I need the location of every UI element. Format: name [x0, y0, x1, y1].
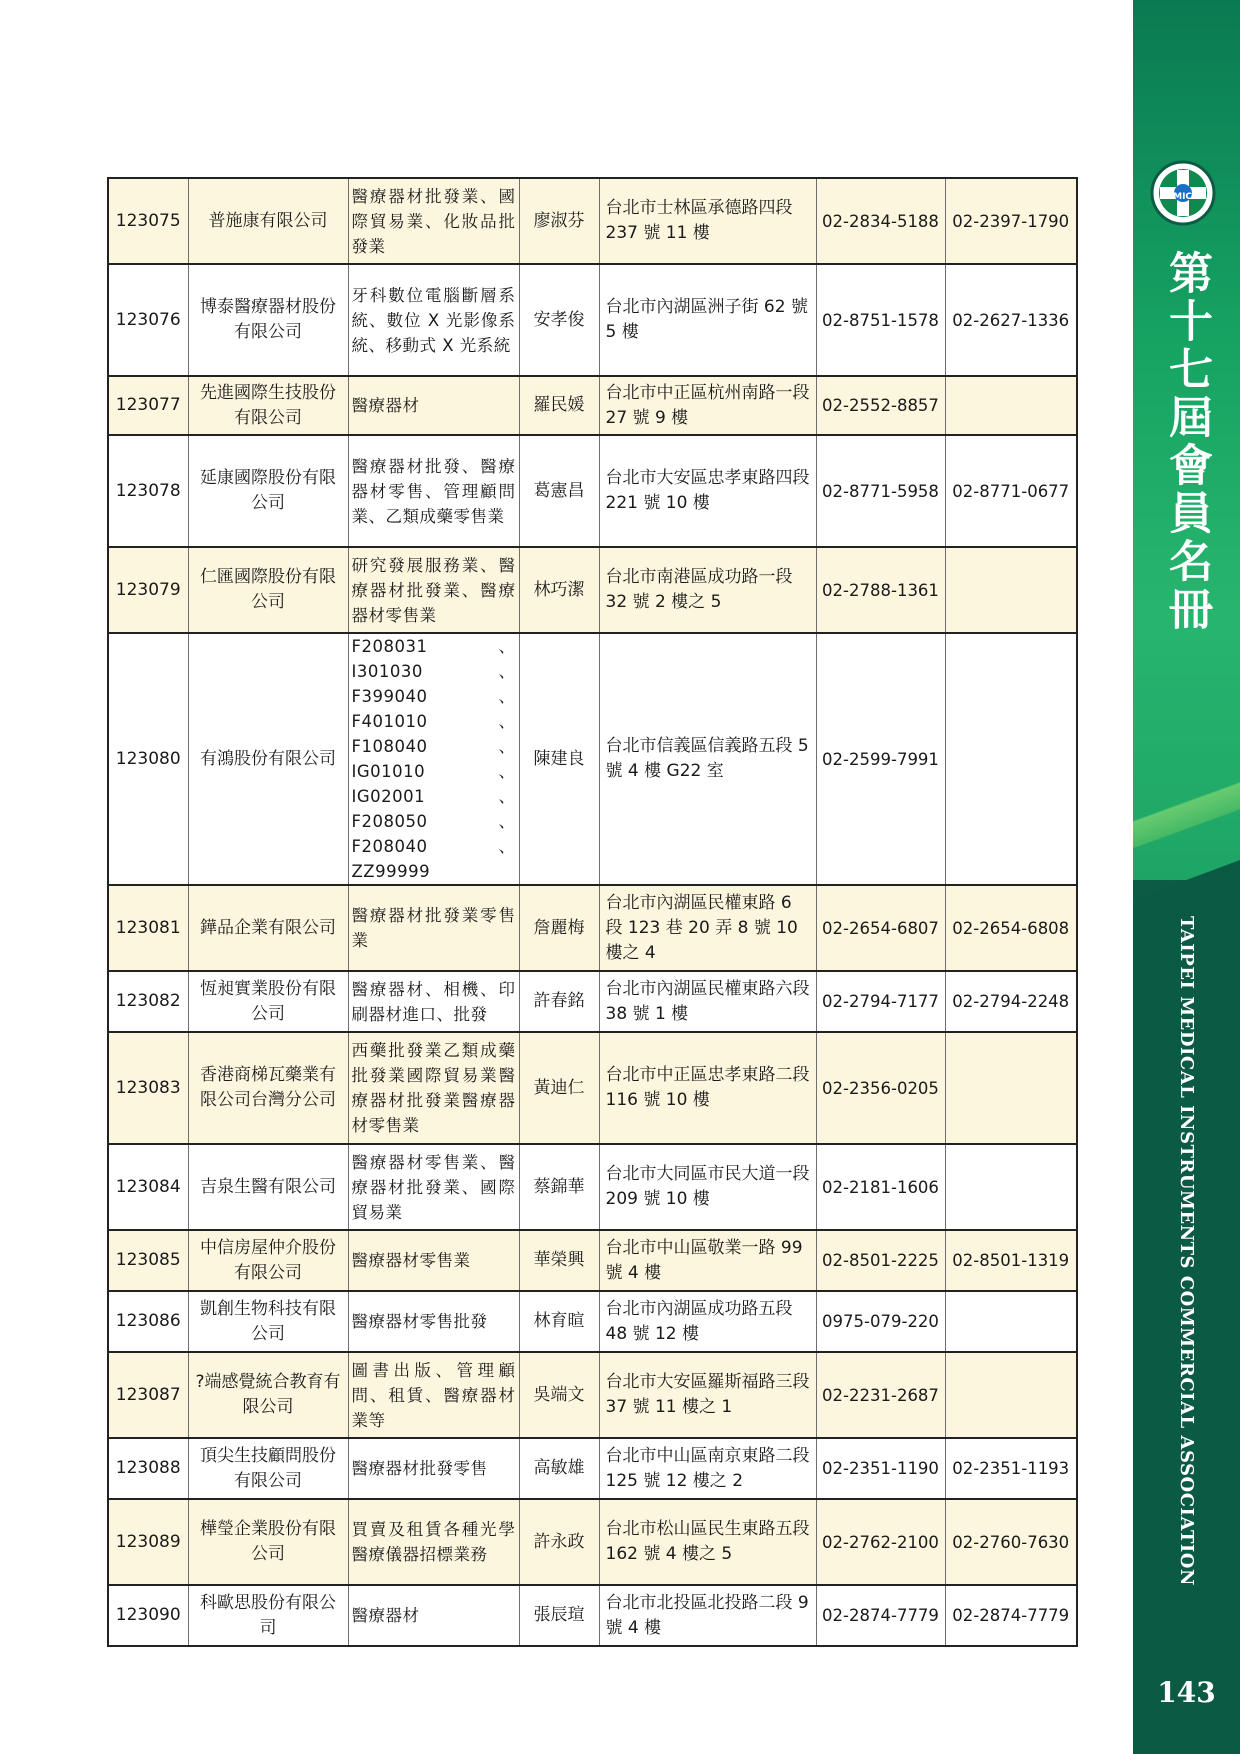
representative: 羅民媛	[519, 376, 599, 435]
page-number: 143	[1157, 1676, 1216, 1709]
address: 台北市中正區杭州南路一段 27 號 9 樓	[599, 376, 816, 435]
business-scope: 醫療器材、相機、印刷器材進口、批發	[348, 971, 519, 1032]
fax-number: 02-2654-6808	[945, 885, 1077, 971]
table-row	[108, 1230, 1077, 1291]
representative: 吳端文	[519, 1352, 599, 1438]
company-name: 恆昶實業股份有限公司	[188, 971, 348, 1032]
phone-number: 02-2181-1606	[816, 1144, 945, 1230]
business-scope: 醫療器材零售業、醫療器材批發業、國際貿易業	[348, 1144, 519, 1230]
fax-number	[945, 1032, 1077, 1144]
table-row	[108, 264, 1077, 376]
address: 台北市大安區羅斯福路三段 37 號 11 樓之 1	[599, 1352, 816, 1438]
company-name: 先進國際生技股份有限公司	[188, 376, 348, 435]
phone-number: 02-2599-7991	[816, 633, 945, 885]
fax-number: 02-2874-7779	[945, 1585, 1077, 1646]
member-no: 123086	[108, 1291, 188, 1352]
member-no: 123087	[108, 1352, 188, 1438]
company-name: 博泰醫療器材股份有限公司	[188, 264, 348, 376]
fax-number	[945, 547, 1077, 633]
table-row	[108, 633, 1077, 885]
address: 台北市內湖區洲子街 62 號 5 樓	[599, 264, 816, 376]
business-scope: 醫療器材	[348, 376, 519, 435]
company-name: 頂尖生技顧問股份有限公司	[188, 1438, 348, 1499]
table-row	[108, 547, 1077, 633]
fax-number: 02-8501-1319	[945, 1230, 1077, 1291]
company-name: 科歐思股份有限公司	[188, 1585, 348, 1646]
fax-number: 02-8771-0677	[945, 435, 1077, 547]
phone-number: 02-2654-6807	[816, 885, 945, 971]
representative: 林育暄	[519, 1291, 599, 1352]
business-scope: 圖書出版、管理顧問、租賃、醫療器材業等	[348, 1352, 519, 1438]
representative: 張辰瑄	[519, 1585, 599, 1646]
address: 台北市內湖區民權東路六段 38 號 1 樓	[599, 971, 816, 1032]
table-row	[108, 1032, 1077, 1144]
phone-number: 0975-079-220	[816, 1291, 945, 1352]
address: 台北市中山區敬業一路 99 號 4 樓	[599, 1230, 816, 1291]
table-row	[108, 1291, 1077, 1352]
phone-number: 02-8751-1578	[816, 264, 945, 376]
business-scope: F208031、I301030、F399040、F401010、F108040、IG01010、IG02001、F208050、F208040、ZZ99999	[348, 633, 519, 885]
table-row	[108, 971, 1077, 1032]
business-scope: 醫療器材零售批發	[348, 1291, 519, 1352]
representative: 華榮興	[519, 1230, 599, 1291]
fax-number: 02-2794-2248	[945, 971, 1077, 1032]
fax-number	[945, 1291, 1077, 1352]
member-no: 123080	[108, 633, 188, 885]
phone-number: 02-2356-0205	[816, 1032, 945, 1144]
address: 台北市大安區忠孝東路四段 221 號 10 樓	[599, 435, 816, 547]
member-no: 123089	[108, 1499, 188, 1585]
address: 台北市內湖區民權東路 6 段 123 巷 20 弄 8 號 10 樓之 4	[599, 885, 816, 971]
phone-number: 02-2788-1361	[816, 547, 945, 633]
table-row	[108, 1585, 1077, 1646]
business-scope: 研究發展服務業、醫療器材批發業、醫療器材零售業	[348, 547, 519, 633]
phone-number: 02-2834-5188	[816, 178, 945, 264]
member-no: 123088	[108, 1438, 188, 1499]
member-no: 123076	[108, 264, 188, 376]
member-no: 123090	[108, 1585, 188, 1646]
business-scope: 西藥批發業乙類成藥批發業國際貿易業醫療器材批發業醫療器材零售業	[348, 1032, 519, 1144]
representative: 蔡錦華	[519, 1144, 599, 1230]
company-name: 凱創生物科技有限公司	[188, 1291, 348, 1352]
business-scope: 牙科數位電腦斷層系統、數位 X 光影像系統、移動式 X 光系統	[348, 264, 519, 376]
business-scope: 買賣及租賃各種光學醫療儀器招標業務	[348, 1499, 519, 1585]
phone-number: 02-2794-7177	[816, 971, 945, 1032]
phone-number: 02-2552-8857	[816, 376, 945, 435]
representative: 陳建良	[519, 633, 599, 885]
address: 台北市中正區忠孝東路二段 116 號 10 樓	[599, 1032, 816, 1144]
member-no: 123077	[108, 376, 188, 435]
member-table	[107, 177, 1078, 1647]
address: 台北市北投區北投路二段 9 號 4 樓	[599, 1585, 816, 1646]
business-scope: 醫療器材批發業零售業	[348, 885, 519, 971]
address: 台北市大同區市民大道一段 209 號 10 樓	[599, 1144, 816, 1230]
member-no: 123081	[108, 885, 188, 971]
representative: 許春銘	[519, 971, 599, 1032]
member-no: 123084	[108, 1144, 188, 1230]
company-name: 吉泉生醫有限公司	[188, 1144, 348, 1230]
fax-number: 02-2397-1790	[945, 178, 1077, 264]
business-scope: 醫療器材批發業、國際貿易業、化妝品批發業	[348, 178, 519, 264]
representative: 黃迪仁	[519, 1032, 599, 1144]
business-scope: 醫療器材批發、醫療器材零售、管理顧問業、乙類成藥零售業	[348, 435, 519, 547]
address: 台北市信義區信義路五段 5 號 4 樓 G22 室	[599, 633, 816, 885]
fax-number: 02-2351-1193	[945, 1438, 1077, 1499]
fax-number	[945, 1144, 1077, 1230]
company-name: 香港商梯瓦藥業有限公司台灣分公司	[188, 1032, 348, 1144]
address: 台北市中山區南京東路二段 125 號 12 樓之 2	[599, 1438, 816, 1499]
member-no: 123078	[108, 435, 188, 547]
representative: 詹麗梅	[519, 885, 599, 971]
phone-number: 02-2874-7779	[816, 1585, 945, 1646]
table-row	[108, 1352, 1077, 1438]
fax-number	[945, 376, 1077, 435]
phone-number: 02-2351-1190	[816, 1438, 945, 1499]
address: 台北市松山區民生東路五段 162 號 4 樓之 5	[599, 1499, 816, 1585]
company-name: 仁匯國際股份有限公司	[188, 547, 348, 633]
fax-number: 02-2627-1336	[945, 264, 1077, 376]
phone-number: 02-8501-2225	[816, 1230, 945, 1291]
table-row	[108, 1144, 1077, 1230]
sidebar-title: 第十七屆會員名冊	[1161, 250, 1212, 634]
phone-number: 02-2231-2687	[816, 1352, 945, 1438]
representative: 高敏雄	[519, 1438, 599, 1499]
member-no: 123082	[108, 971, 188, 1032]
company-name: 普施康有限公司	[188, 178, 348, 264]
table-row	[108, 435, 1077, 547]
fax-number	[945, 633, 1077, 885]
company-name: 延康國際股份有限公司	[188, 435, 348, 547]
representative: 林巧潔	[519, 547, 599, 633]
table-row	[108, 376, 1077, 435]
member-no: 123083	[108, 1032, 188, 1144]
address: 台北市內湖區成功路五段 48 號 12 樓	[599, 1291, 816, 1352]
representative: 安孝俊	[519, 264, 599, 376]
representative: 廖淑芬	[519, 178, 599, 264]
fax-number	[945, 1352, 1077, 1438]
business-scope: 醫療器材	[348, 1585, 519, 1646]
company-name: ?端感覺統合教育有限公司	[188, 1352, 348, 1438]
phone-number: 02-8771-5958	[816, 435, 945, 547]
logo-text: TMICA	[1166, 192, 1199, 202]
representative: 許永政	[519, 1499, 599, 1585]
phone-number: 02-2762-2100	[816, 1499, 945, 1585]
table-row	[108, 178, 1077, 264]
address: 台北市南港區成功路一段 32 號 2 樓之 5	[599, 547, 816, 633]
table-row	[108, 1438, 1077, 1499]
business-scope: 醫療器材批發零售	[348, 1438, 519, 1499]
representative: 葛憲昌	[519, 435, 599, 547]
company-name: 樺瑩企業股份有限公司	[188, 1499, 348, 1585]
member-no: 123075	[108, 178, 188, 264]
fax-number: 02-2760-7630	[945, 1499, 1077, 1585]
company-name: 中信房屋仲介股份有限公司	[188, 1230, 348, 1291]
table-row	[108, 885, 1077, 971]
business-scope: 醫療器材零售業	[348, 1230, 519, 1291]
member-no: 123085	[108, 1230, 188, 1291]
table-row	[108, 1499, 1077, 1585]
sidebar-subtitle: TAIPEI MEDICAL INSTRUMENTS COMMERCIAL ASSOCIATION	[1176, 916, 1197, 1586]
company-name: 鏵品企業有限公司	[188, 885, 348, 971]
member-no: 123079	[108, 547, 188, 633]
company-name: 有鴻股份有限公司	[188, 633, 348, 885]
address: 台北市士林區承德路四段 237 號 11 樓	[599, 178, 816, 264]
